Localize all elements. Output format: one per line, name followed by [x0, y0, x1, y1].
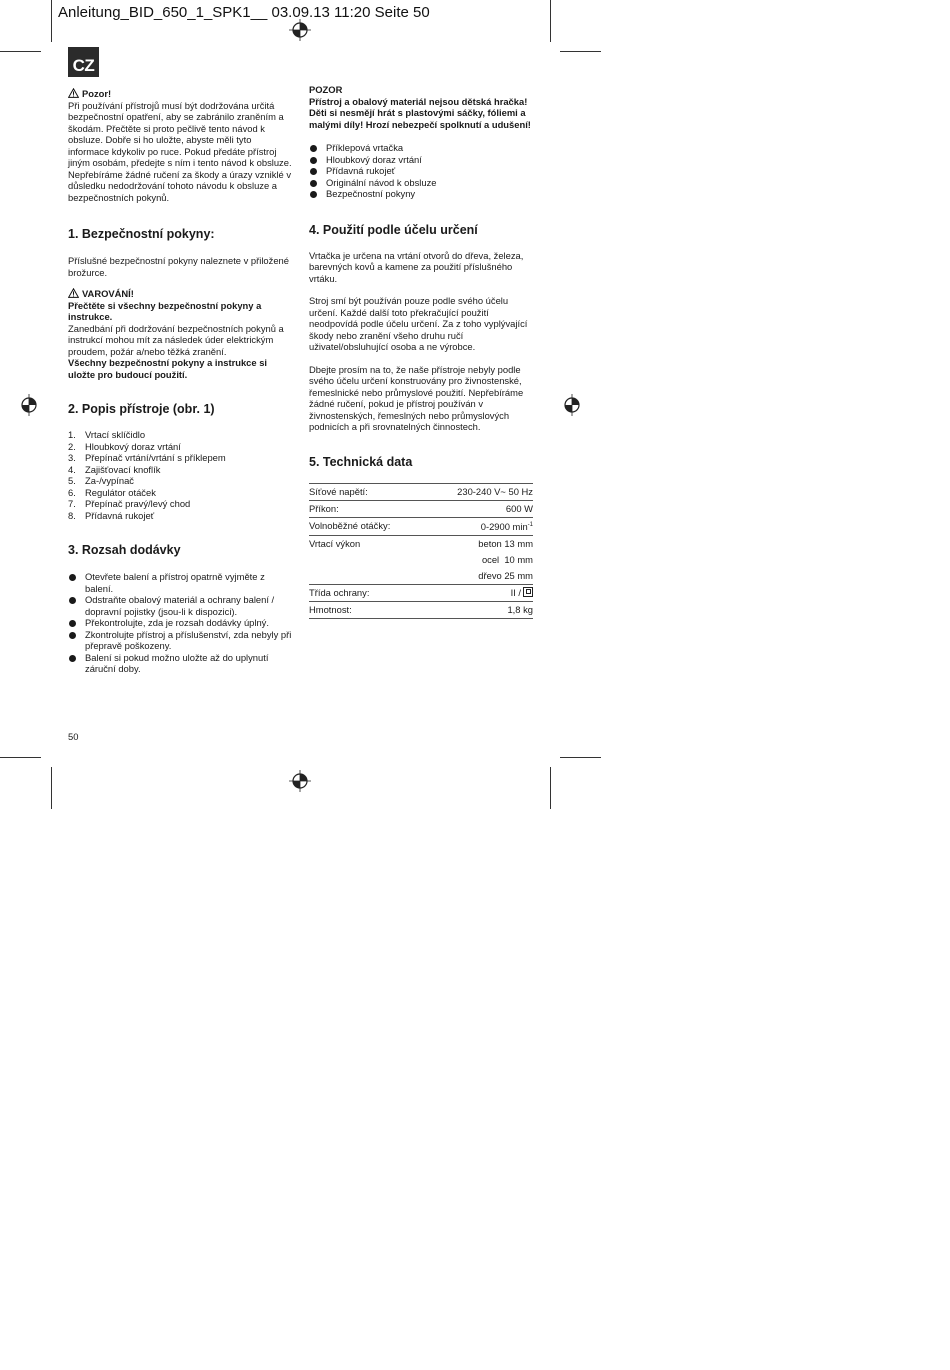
warning-title: VAROVÁNÍ!: [82, 288, 134, 299]
print-slug: Anleitung_BID_650_1_SPK1__ 03.09.13 11:20 Seite 50: [58, 4, 430, 21]
double-insulation-icon: [523, 587, 533, 597]
technical-data-table: [309, 483, 533, 619]
caution-title: Pozor!: [82, 88, 112, 99]
table-row: [309, 568, 533, 585]
row-label: Příkon:: [309, 500, 425, 517]
item-text: Odstraňte obalový materiál a ochrany balení / dopravní pojistky (jsou-li k dispozici).: [85, 594, 275, 617]
speed-value: 0-2900 min: [480, 520, 528, 532]
caution-text: Při používání přístrojů musí být dodržována určitá bezpečnostní opatření, aby se zabránilo zraněním a škodám. Přečtěte si proto pečlivě tento návod k obsluze. Dobře si ho uložte, abyste měli tyto informace kdykoliv po ruce. Pokud předáte přístroj jiným osobám, předejte s ním i tento návod k obsluze.: [68, 99, 292, 168]
crop-mark: [0, 51, 41, 52]
list-item: [68, 429, 294, 441]
list-item: [68, 487, 294, 499]
registration-mark-icon: [561, 394, 583, 416]
registration-mark-icon: [18, 394, 40, 416]
row-label: Vrtací výkon: [309, 537, 361, 549]
parts-list: [68, 429, 294, 521]
bullet-icon: [68, 652, 85, 675]
list-item: [68, 510, 294, 522]
row-value: [425, 584, 533, 601]
crop-mark: [560, 757, 601, 758]
item-text: Překontrolujte, zda je rozsah dodávky úplný.: [85, 617, 269, 628]
intended-use-text-1: Vrtačka je určena na vrtání otvorů do dřeva, železa, barevných kovů a kamene za použití příslušného vrtáku.: [309, 249, 524, 284]
row-value: ocel 10 mm: [481, 553, 533, 565]
child-safety-text: Přístroj a obalový materiál nejsou dětská hračka! Děti si nesmějí hrát s plastovými sáčky, fóliemi a malými díly! Hrozí nebezpečí spolknutí a udušení!: [309, 95, 531, 130]
warning-bold-text: Přečtěte si všechny bezpečnostní pokyny a instrukce.: [68, 299, 262, 322]
item-text: Balení si pokud možno uložte až do uplynutí záruční doby.: [85, 651, 269, 674]
item-text: Zkontrolujte přístroj a příslušenství, zda nebyly při přepravě poškozeny.: [85, 628, 292, 651]
list-item: [68, 475, 294, 487]
section-3-heading: 3. Rozsah dodávky: [68, 543, 181, 557]
item-text: Přepínač pravý/levý chod: [85, 498, 191, 509]
list-item: [68, 498, 294, 510]
protection-class-value: II /: [510, 586, 521, 598]
item-text: Hloubkový doraz vrtání: [326, 153, 422, 165]
bullet-icon: [68, 594, 85, 617]
item-text: Přídavná rukojeť: [85, 509, 155, 521]
item-number: 4.: [68, 463, 76, 475]
list-item: [68, 571, 294, 594]
crop-mark: [560, 51, 601, 52]
row-value: beton 13 mm: [478, 537, 533, 549]
left-column: [68, 88, 294, 675]
item-text: Přepínač vrtání/vrtání s příklepem: [85, 452, 226, 463]
item-text: Otevřete balení a přístroj opatrně vyjměte z balení.: [85, 571, 265, 594]
intended-use-text-3: Dbejte prosím na to, že naše přístroje nebyly podle svého účelu určení konstruovány pro živnostenské, řemeslnické nebo průmyslové použití. Nepřebíráme žádné ručení, pokud je přístroj používán v živnostenských, řemeslných nebo průmyslových podnicích a při srovnatelných činnostech.: [309, 363, 524, 432]
item-number: 3.: [68, 452, 76, 463]
row-value: [425, 517, 533, 535]
list-item: [309, 177, 535, 189]
warning-bold-text-2: Všechny bezpečnostní pokyny a instrukce si uložte pro budoucí použití.: [68, 357, 268, 380]
crop-mark: [51, 767, 52, 809]
bullet-icon: [309, 165, 326, 177]
list-item: [68, 452, 294, 464]
row-label: Hmotnost:: [309, 601, 425, 618]
right-column: [309, 84, 535, 619]
table-row: [309, 517, 533, 535]
item-number: 8.: [68, 509, 76, 521]
item-text: Zajišťovací knoflík: [85, 463, 161, 475]
section-4-heading: 4. Použití podle účelu určení: [309, 222, 478, 237]
item-number: 2.: [68, 440, 76, 452]
table-row: [309, 500, 533, 517]
list-item: [309, 154, 535, 166]
list-item: [68, 594, 294, 617]
item-number: 5.: [68, 475, 76, 486]
language-badge: CZ: [68, 47, 99, 77]
bullet-icon: [309, 188, 326, 200]
bullet-icon: [68, 629, 85, 652]
item-text: Originální návod k obsluze: [326, 176, 437, 188]
list-item: [68, 464, 294, 476]
item-text: Za-/vypínač: [85, 475, 134, 486]
page-number: 50: [68, 731, 79, 742]
section-2-heading: 2. Popis přístroje (obr. 1): [68, 402, 215, 416]
row-label: Volnoběžné otáčky:: [309, 517, 425, 535]
section-1-heading: 1. Bezpečnostní pokyny:: [68, 227, 215, 241]
crop-mark: [550, 767, 551, 809]
bullet-icon: [68, 617, 85, 629]
crop-mark: [0, 757, 41, 758]
item-text: Přídavná rukojeť: [326, 165, 396, 176]
table-row: [309, 552, 533, 568]
registration-mark-icon: [289, 770, 311, 792]
registration-mark-icon: [289, 19, 311, 41]
list-item: [68, 629, 294, 652]
crop-mark: [51, 0, 52, 42]
list-item: [68, 441, 294, 453]
table-row: [309, 584, 533, 601]
item-text: Bezpečnostní pokyny: [326, 188, 416, 199]
crop-mark: [550, 0, 551, 42]
item-text: Hloubkový doraz vrtání: [85, 440, 181, 452]
item-number: 1.: [68, 429, 76, 440]
warning-triangle-icon: [68, 88, 79, 98]
delivery-list: [68, 571, 294, 675]
bullet-icon: [309, 142, 326, 154]
list-item: [309, 165, 535, 177]
row-label: Síťové napětí:: [309, 483, 425, 500]
warning-heading: [68, 288, 294, 300]
list-item: [309, 142, 535, 154]
row-value: 600 W: [425, 500, 533, 517]
warning-triangle-icon: [68, 288, 79, 298]
section-5-heading: 5. Technická data: [309, 454, 413, 469]
bullet-icon: [309, 154, 326, 166]
list-item: [68, 617, 294, 629]
warning-text: Zanedbání při dodržování bezpečnostních pokynů a instrukcí mohou mít za následek úder elektrickým proudem, požár a/nebo těžká zranění.: [68, 322, 284, 357]
caution-heading: [68, 88, 294, 100]
section-1-text: Příslušné bezpečnostní pokyny naleznete v přiložené brožurce.: [68, 255, 289, 278]
row-value: dřevo 25 mm: [425, 568, 533, 585]
bullet-icon: [68, 571, 85, 594]
table-row: [309, 601, 533, 618]
child-safety-heading: POZOR: [309, 84, 343, 95]
bullet-icon: [309, 177, 326, 189]
speed-unit-exponent: -1: [527, 521, 533, 528]
item-text: Příklepová vrtačka: [326, 142, 404, 153]
list-item: [309, 188, 535, 200]
list-item: [68, 652, 294, 675]
item-number: 7.: [68, 498, 76, 509]
intended-use-text-2: Stroj smí být používán pouze podle svého účelu určení. Každé další toto překračující použití neodpovídá podle účelu určení. Za z toho vyplývající škody nebo zranění všeho druhu ručí uživatel/obsluhující osoba a ne výrobce.: [309, 295, 528, 352]
row-label: Třída ochrany:: [309, 584, 425, 601]
liability-text: Nepřebíráme žádné ručení za škody a úrazy vzniklé v důsledku nedodržování tohoto návodu k obsluze a bezpečnostních pokynů.: [68, 168, 292, 203]
table-row: [309, 535, 533, 552]
contents-list: [309, 142, 535, 200]
row-value: 230-240 V~ 50 Hz: [425, 483, 533, 500]
row-value: 1,8 kg: [425, 601, 533, 618]
item-number: 6.: [68, 486, 76, 498]
item-text: Vrtací sklíčidlo: [85, 429, 146, 440]
item-text: Regulátor otáček: [85, 486, 156, 498]
table-row: [309, 483, 533, 500]
